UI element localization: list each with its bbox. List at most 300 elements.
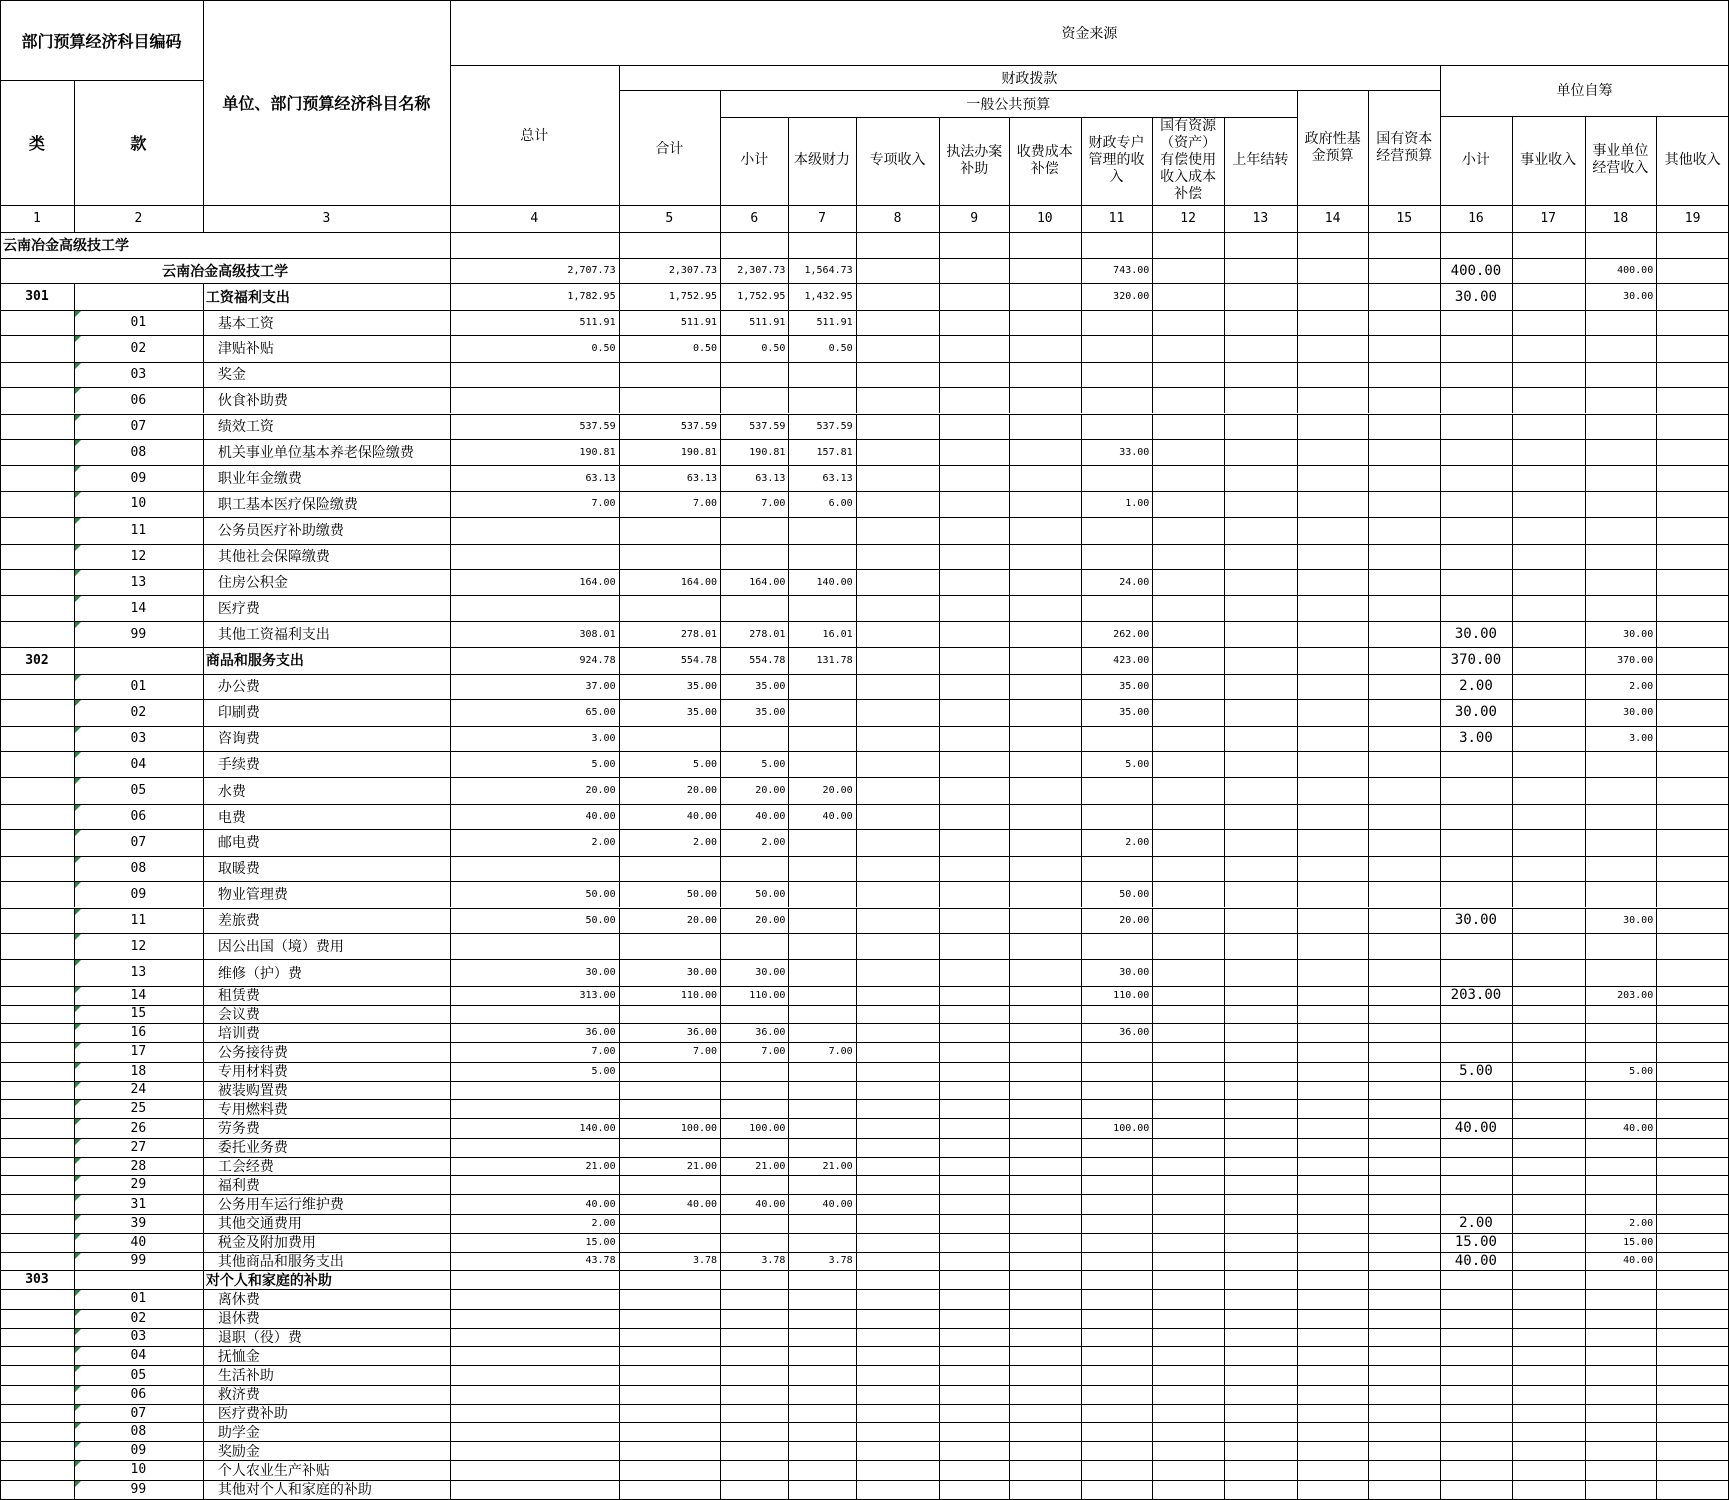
cell-marker-icon (75, 1310, 81, 1316)
item-code: 10 (130, 496, 147, 512)
grid-line (1368, 569, 1369, 595)
grid-line (1440, 1404, 1441, 1423)
grid-line (1368, 726, 1369, 751)
grid-line (939, 1214, 940, 1233)
grid-line (1009, 1480, 1010, 1499)
grid-line (1368, 1042, 1369, 1062)
item-name: 基本工资 (217, 315, 274, 332)
cell-marker-icon (75, 596, 81, 602)
grid-line (203, 986, 204, 1005)
grid-line (1368, 414, 1369, 439)
grid-line (1224, 1289, 1225, 1309)
grid-line (1512, 777, 1513, 803)
value-cell: 30.00 (1623, 914, 1654, 926)
grid-line (1224, 1081, 1225, 1100)
grid-line (788, 1365, 789, 1385)
grid-line (450, 1404, 451, 1423)
value-cell: 2.00 (1629, 1217, 1654, 1229)
grid-line (1440, 881, 1441, 907)
column-number: 5 (665, 210, 674, 226)
grid-line (1152, 1138, 1153, 1157)
grid-line (1440, 310, 1441, 335)
grid-line (1512, 881, 1513, 907)
value-cell: 157.81 (816, 446, 853, 458)
item-name: 咨询费 (217, 731, 260, 748)
grid-line (1009, 1309, 1010, 1328)
grid-line (1656, 1404, 1657, 1423)
grid-line (1224, 856, 1225, 881)
item-name: 奖励金 (217, 1443, 260, 1460)
grid-line (1585, 1365, 1586, 1385)
value-cell: 15.00 (1623, 1236, 1654, 1248)
value-cell: 2,307.73 (737, 265, 786, 277)
total-header: 总计 (520, 128, 549, 145)
grid-line (720, 1233, 721, 1252)
grid-line (1297, 362, 1298, 387)
grid-line (720, 1346, 721, 1365)
grid-line (1656, 595, 1657, 620)
grid-line (203, 1480, 204, 1499)
grid-line (1297, 1270, 1298, 1289)
grid-line (1656, 283, 1657, 309)
grid-line (203, 699, 204, 725)
grid-line (1440, 1460, 1441, 1480)
grid-line (1656, 699, 1657, 725)
value-cell: 30.00 (1119, 967, 1150, 979)
grid-line (856, 1099, 857, 1118)
grid-line (788, 1385, 789, 1404)
grid-line (1512, 1385, 1513, 1404)
value-cell: 63.13 (585, 472, 616, 484)
category-name: 工资福利支出 (205, 289, 290, 306)
column-header-c12: 国有资源（资产）有偿使用收入成本补偿 (1160, 118, 1217, 203)
grid-line (1585, 1194, 1586, 1214)
value-cell: 2,707.73 (567, 265, 616, 277)
grid-line (1152, 1062, 1153, 1081)
grid-line (450, 1365, 451, 1385)
grid-line (939, 1270, 940, 1289)
grid-line (1440, 1175, 1441, 1194)
grid-line (1081, 1404, 1082, 1423)
value-cell: 511.91 (579, 317, 616, 329)
cell-marker-icon (75, 987, 81, 993)
grid-line (1368, 1404, 1369, 1423)
grid-line (1512, 310, 1513, 335)
grid-line (788, 544, 789, 569)
grid-line (1297, 1365, 1298, 1385)
grid-line (788, 1005, 789, 1024)
kuan-header: 款 (130, 134, 147, 154)
value-cell: 20.00 (755, 914, 786, 926)
grid-line (856, 908, 857, 933)
grid-line (1297, 1118, 1298, 1138)
item-code: 07 (130, 418, 147, 434)
grid-line (1585, 232, 1586, 258)
grid-line (1152, 1194, 1153, 1214)
grid-line (1656, 1422, 1657, 1441)
grid-line (619, 1309, 620, 1328)
grid-line (1224, 1252, 1225, 1271)
value-cell: 1,432.95 (804, 291, 853, 303)
grid-line (1009, 491, 1010, 517)
grid-line (720, 856, 721, 881)
grid-line (1440, 933, 1441, 959)
grid-line (1081, 1081, 1082, 1100)
grid-line (1009, 232, 1010, 258)
grid-line (856, 544, 857, 569)
grid-line (203, 777, 204, 803)
value-cell: 7.00 (692, 1046, 718, 1058)
item-name: 其他工资福利支出 (217, 627, 330, 644)
grid-line (1081, 362, 1082, 387)
grid-line (856, 1023, 857, 1042)
grid-line (788, 232, 789, 258)
grid-line (1297, 881, 1298, 907)
grid-line (1585, 1042, 1586, 1062)
column-header-c18: 事业单位经营收入 (1592, 143, 1649, 177)
grid-line (939, 1365, 940, 1385)
item-name: 维修（护）费 (217, 965, 302, 982)
grid-line (1152, 335, 1153, 361)
value-cell: 2.00 (591, 836, 616, 848)
grid-line (1656, 465, 1657, 490)
grid-line (1368, 1480, 1369, 1499)
grid-line (1512, 1157, 1513, 1176)
grid-line (1152, 595, 1153, 620)
grid-line (1009, 647, 1010, 673)
grid-line (1224, 1480, 1225, 1499)
grid-line (74, 283, 75, 309)
grid-line (1152, 1441, 1153, 1460)
item-name: 职业年金缴费 (217, 471, 302, 487)
item-code: 29 (130, 1177, 147, 1193)
value-cell: 30.00 (1454, 626, 1497, 643)
grid-line (856, 362, 857, 387)
grid-line (856, 1175, 857, 1194)
grid-line (1152, 881, 1153, 907)
column-number: 9 (970, 210, 979, 226)
grid-line (1009, 1175, 1010, 1194)
grid-line (856, 1365, 857, 1385)
item-code: 06 (130, 809, 147, 825)
grid-line (1585, 1138, 1586, 1157)
item-name: 劳务费 (217, 1121, 260, 1138)
value-cell: 40.00 (822, 811, 853, 823)
value-cell: 50.00 (585, 914, 616, 926)
grid-line (450, 933, 451, 959)
grid-line (856, 1062, 857, 1081)
grid-line (939, 491, 940, 517)
value-cell: 5.00 (591, 1065, 616, 1077)
grid-line (203, 1214, 204, 1233)
grid-line (1512, 804, 1513, 829)
column-number: 8 (893, 210, 902, 226)
grid-line (856, 726, 857, 751)
value-cell: 5.00 (591, 758, 616, 770)
grid-line (619, 1346, 620, 1365)
grid-line (1152, 1233, 1153, 1252)
value-cell: 370.00 (1617, 654, 1654, 666)
grid-line (1152, 414, 1153, 439)
grid-line (619, 856, 620, 881)
grid-line (1585, 491, 1586, 517)
grid-line (1081, 1460, 1082, 1480)
grid-line (1152, 1214, 1153, 1233)
grid-line (939, 1252, 940, 1271)
grid-line (1152, 1328, 1153, 1347)
grid-line (619, 1365, 620, 1385)
value-cell: 313.00 (579, 989, 616, 1001)
grid-line (1081, 517, 1082, 543)
grid-line (1081, 1194, 1082, 1214)
value-cell: 423.00 (1113, 654, 1150, 666)
item-name: 办公费 (217, 679, 260, 696)
grid-line (1297, 335, 1298, 361)
grid-line (1656, 362, 1657, 387)
grid-line (1512, 1480, 1513, 1499)
item-name: 伙食补助费 (217, 393, 288, 410)
grid-line (1512, 387, 1513, 413)
grid-line (1512, 439, 1513, 465)
grid-line (1368, 90, 1369, 231)
grid-line (1081, 1138, 1082, 1157)
grid-line (1656, 414, 1657, 439)
grid-line (1224, 908, 1225, 933)
cell-marker-icon (75, 1195, 81, 1201)
item-code: 02 (130, 340, 147, 356)
grid-line (788, 1270, 789, 1289)
item-code: 03 (130, 730, 147, 746)
grid-line (1009, 726, 1010, 751)
item-name: 租赁费 (217, 988, 260, 1005)
grid-line (619, 1233, 620, 1252)
grid-line (1081, 1346, 1082, 1365)
grid-line (1009, 362, 1010, 387)
grid-line (1368, 1099, 1369, 1118)
grid-line (856, 1194, 857, 1214)
item-name: 其他商品和服务支出 (217, 1253, 344, 1270)
grid-line (939, 908, 940, 933)
cell-marker-icon (75, 1082, 81, 1088)
grid-line (1512, 751, 1513, 777)
grid-line (856, 1118, 857, 1138)
value-cell: 0.50 (828, 342, 853, 354)
grid-line (450, 387, 451, 413)
grid-line (203, 1023, 204, 1042)
grid-line (1656, 1309, 1657, 1328)
grid-line (856, 1460, 857, 1480)
grid-line (203, 933, 204, 959)
value-cell: 203.00 (1450, 987, 1502, 1004)
grid-line (1368, 1460, 1369, 1480)
grid-line (1512, 544, 1513, 569)
grid-line (203, 1005, 204, 1024)
grid-line (1368, 1252, 1369, 1271)
grid-line (619, 1460, 620, 1480)
grid-line (1585, 517, 1586, 543)
grid-line (1297, 439, 1298, 465)
grid-line (939, 986, 940, 1005)
grid-line (1224, 1404, 1225, 1423)
value-cell: 164.00 (579, 576, 616, 588)
item-code: 08 (130, 1424, 147, 1440)
grid-line (856, 856, 857, 881)
grid-line (1009, 387, 1010, 413)
item-code: 07 (130, 834, 147, 850)
cell-marker-icon (75, 934, 81, 940)
grid-line (1297, 1175, 1298, 1194)
grid-line (1512, 1422, 1513, 1441)
item-code: 10 (130, 1462, 147, 1478)
self-raised-header: 单位自筹 (1556, 83, 1613, 100)
grid-line (1585, 387, 1586, 413)
value-cell: 1,564.73 (804, 265, 853, 277)
grid-line (1656, 621, 1657, 647)
grid-line (720, 1214, 721, 1233)
grid-line (788, 699, 789, 725)
grid-line (1512, 1194, 1513, 1214)
grid-line (1368, 232, 1369, 258)
value-cell: 1,752.95 (737, 291, 786, 303)
grid-line (939, 647, 940, 673)
grid-line (788, 1422, 789, 1441)
grid-line (1152, 1175, 1153, 1194)
grid-line (1081, 1214, 1082, 1233)
grid-line (1512, 1460, 1513, 1480)
grid-line (1656, 856, 1657, 881)
grid-line (1440, 1157, 1441, 1176)
grid-line (1512, 829, 1513, 855)
item-name: 抚恤金 (217, 1348, 260, 1365)
value-cell: 15.00 (1454, 1234, 1497, 1251)
value-cell: 2.00 (1629, 680, 1654, 692)
grid-line (939, 829, 940, 855)
item-code: 03 (130, 366, 147, 382)
grid-line (450, 1099, 451, 1118)
grid-line (450, 1289, 451, 1309)
code-group-header: 部门预算经济科目编码 (21, 31, 182, 51)
grid-line (1440, 1042, 1441, 1062)
grid-line (1440, 232, 1441, 258)
grid-line (450, 856, 451, 881)
grid-line (1009, 856, 1010, 881)
cell-marker-icon (75, 1405, 81, 1411)
grid-line (1224, 674, 1225, 699)
grid-line (450, 1175, 451, 1194)
column-number: 12 (1180, 210, 1196, 226)
fiscal-subtotal-header: 合计 (655, 140, 684, 157)
grid-line (1224, 465, 1225, 490)
grid-line (1656, 232, 1657, 258)
grid-line (856, 647, 857, 673)
grid-line (1297, 959, 1298, 985)
grid-line (203, 362, 204, 387)
grid-line (1009, 1194, 1010, 1214)
grid-line (1440, 595, 1441, 620)
grid-line (788, 1289, 789, 1309)
value-cell: 63.13 (686, 472, 718, 484)
grid-line (203, 0, 204, 232)
grid-line (1297, 1289, 1298, 1309)
grid-line (720, 1270, 721, 1289)
grid-line (939, 699, 940, 725)
value-cell: 20.00 (1119, 914, 1150, 926)
grid-line (856, 335, 857, 361)
grid-line (939, 517, 940, 543)
item-name: 公务员医疗补助缴费 (217, 523, 344, 540)
grid-line (1009, 959, 1010, 985)
grid-line (1297, 1422, 1298, 1441)
grid-line (450, 1328, 451, 1347)
grid-line (1512, 465, 1513, 490)
grid-line (939, 1023, 940, 1042)
grid-line (939, 544, 940, 569)
grid-line (856, 804, 857, 829)
column-number: 10 (1036, 210, 1053, 226)
value-cell: 35.00 (1119, 706, 1150, 718)
grid-line (1009, 1081, 1010, 1100)
grid-line (1152, 933, 1153, 959)
grid-line (1297, 1480, 1298, 1499)
grid-line (1585, 959, 1586, 985)
item-code: 28 (130, 1158, 147, 1174)
value-cell: 43.78 (585, 1255, 616, 1267)
grid-line (1368, 258, 1369, 283)
value-cell: 21.00 (686, 1160, 718, 1172)
value-cell: 40.00 (686, 811, 718, 823)
grid-line (1656, 829, 1657, 855)
grid-line (788, 1233, 789, 1252)
grid-line (203, 1404, 204, 1423)
value-cell: 30.00 (1454, 704, 1497, 721)
grid-line (1585, 1480, 1586, 1499)
cell-marker-icon (75, 1063, 81, 1069)
cell-marker-icon (75, 805, 81, 811)
item-code: 09 (130, 470, 147, 486)
grid-line (1440, 1138, 1441, 1157)
grid-line (856, 1157, 857, 1176)
grid-line (856, 699, 857, 725)
grid-line (856, 1385, 857, 1404)
grid-line (1297, 1062, 1298, 1081)
grid-line (1152, 1346, 1153, 1365)
grid-line (1368, 777, 1369, 803)
column-number: 2 (134, 210, 143, 226)
grid-line (939, 595, 940, 620)
grid-line (788, 881, 789, 907)
grid-line (1512, 856, 1513, 881)
item-name: 其他社会保障缴费 (217, 549, 330, 566)
grid-line (1224, 1023, 1225, 1042)
grid-line (1368, 1081, 1369, 1100)
grid-line (1152, 1042, 1153, 1062)
school-name: 云南冶金高级技工学 (3, 237, 129, 254)
value-cell: 40.00 (1454, 1120, 1497, 1137)
grid-line (1656, 1385, 1657, 1404)
grid-line (1224, 1175, 1225, 1194)
item-name: 住房公积金 (217, 575, 288, 592)
grid-line (1152, 283, 1153, 309)
grid-line (450, 1005, 451, 1024)
grid-line (1512, 1099, 1513, 1118)
grid-line (1297, 310, 1298, 335)
grid-line (203, 310, 204, 335)
value-cell: 36.00 (1119, 1027, 1150, 1039)
grid-line (856, 959, 857, 985)
grid-line (1152, 647, 1153, 673)
grid-line (1224, 881, 1225, 907)
value-cell: 320.00 (1113, 291, 1150, 303)
